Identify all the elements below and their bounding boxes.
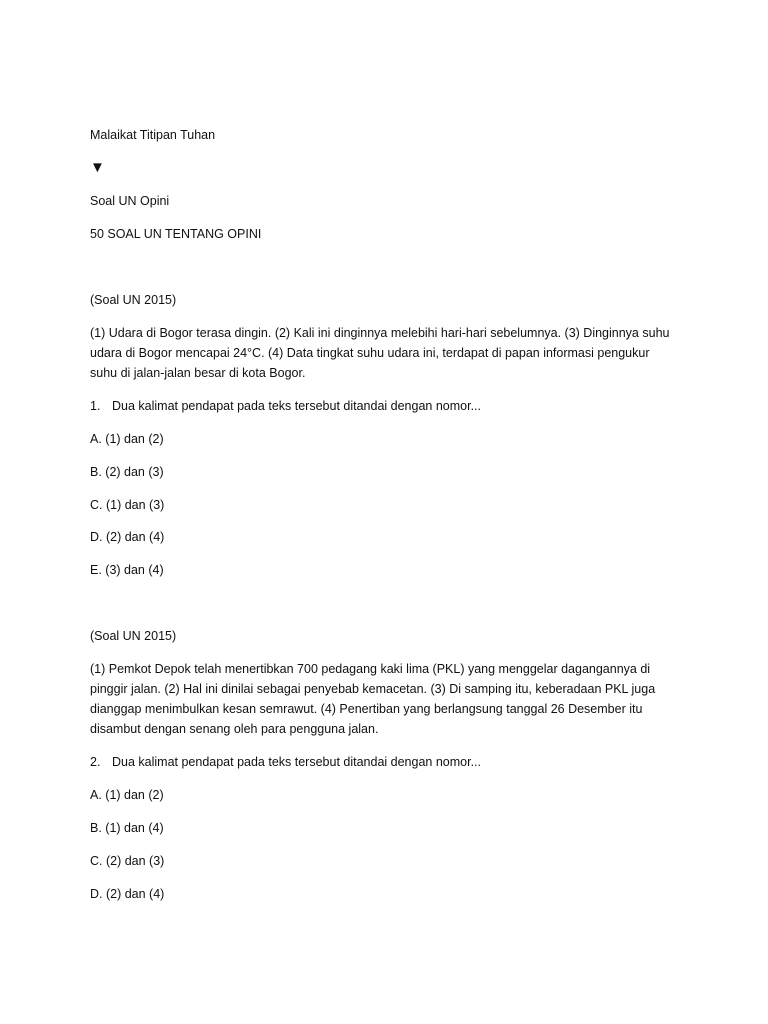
question-number: 1.	[90, 399, 101, 413]
answer-option: A. (1) dan (2)	[90, 432, 164, 446]
answer-option: B. (2) dan (3)	[90, 465, 164, 479]
passage-line: dianggap menimbulkan kesan semrawut. (4) Penertiban yang berlangsung tanggal 26 Desember itu	[90, 702, 643, 716]
question-prompt	[90, 752, 481, 772]
page-title: 50 SOAL UN TENTANG OPINI	[90, 227, 262, 241]
question-text: Dua kalimat pendapat pada teks tersebut ditandai dengan nomor...	[112, 755, 482, 769]
answer-option: C. (1) dan (3)	[90, 498, 165, 512]
passage-line: disambut dengan senang oleh para pengguna jalan.	[90, 722, 379, 736]
triangle-down-icon[interactable]: ▼	[90, 159, 105, 176]
passage-line: pinggir jalan. (2) Hal ini dinilai sebagai penyebab kemacetan. (3) Di samping itu, keberadaan PKL juga	[90, 682, 656, 696]
answer-option: A. (1) dan (2)	[90, 788, 164, 802]
passage-line: udara di Bogor mencapai 24°C. (4) Data tingkat suhu udara ini, terdapat di papan informasi pengukur	[90, 346, 650, 360]
question-passage	[90, 323, 670, 383]
question-source: (Soal UN 2015)	[90, 629, 177, 643]
passage-line: (1) Pemkot Depok telah menertibkan 700 pedagang kaki lima (PKL) yang menggelar dagangannya di	[90, 662, 651, 676]
post-label: Soal UN Opini	[90, 194, 170, 208]
question-text: Dua kalimat pendapat pada teks tersebut ditandai dengan nomor...	[112, 399, 482, 413]
answer-option: B. (1) dan (4)	[90, 821, 164, 835]
question-number: 2.	[90, 755, 101, 769]
site-title[interactable]: Malaikat Titipan Tuhan	[90, 128, 216, 142]
answer-option: E. (3) dan (4)	[90, 563, 164, 577]
question-prompt	[90, 396, 481, 416]
answer-option: D. (2) dan (4)	[90, 530, 165, 544]
question-passage	[90, 659, 670, 739]
answer-option: D. (2) dan (4)	[90, 887, 165, 901]
passage-line: suhu di jalan-jalan besar di kota Bogor.	[90, 366, 306, 380]
question-source: (Soal UN 2015)	[90, 293, 177, 307]
answer-option: C. (2) dan (3)	[90, 854, 165, 868]
passage-line: (1) Udara di Bogor terasa dingin. (2) Kali ini dinginnya melebihi hari-hari sebelumnya. (3) Dinginnya suhu	[90, 326, 670, 340]
